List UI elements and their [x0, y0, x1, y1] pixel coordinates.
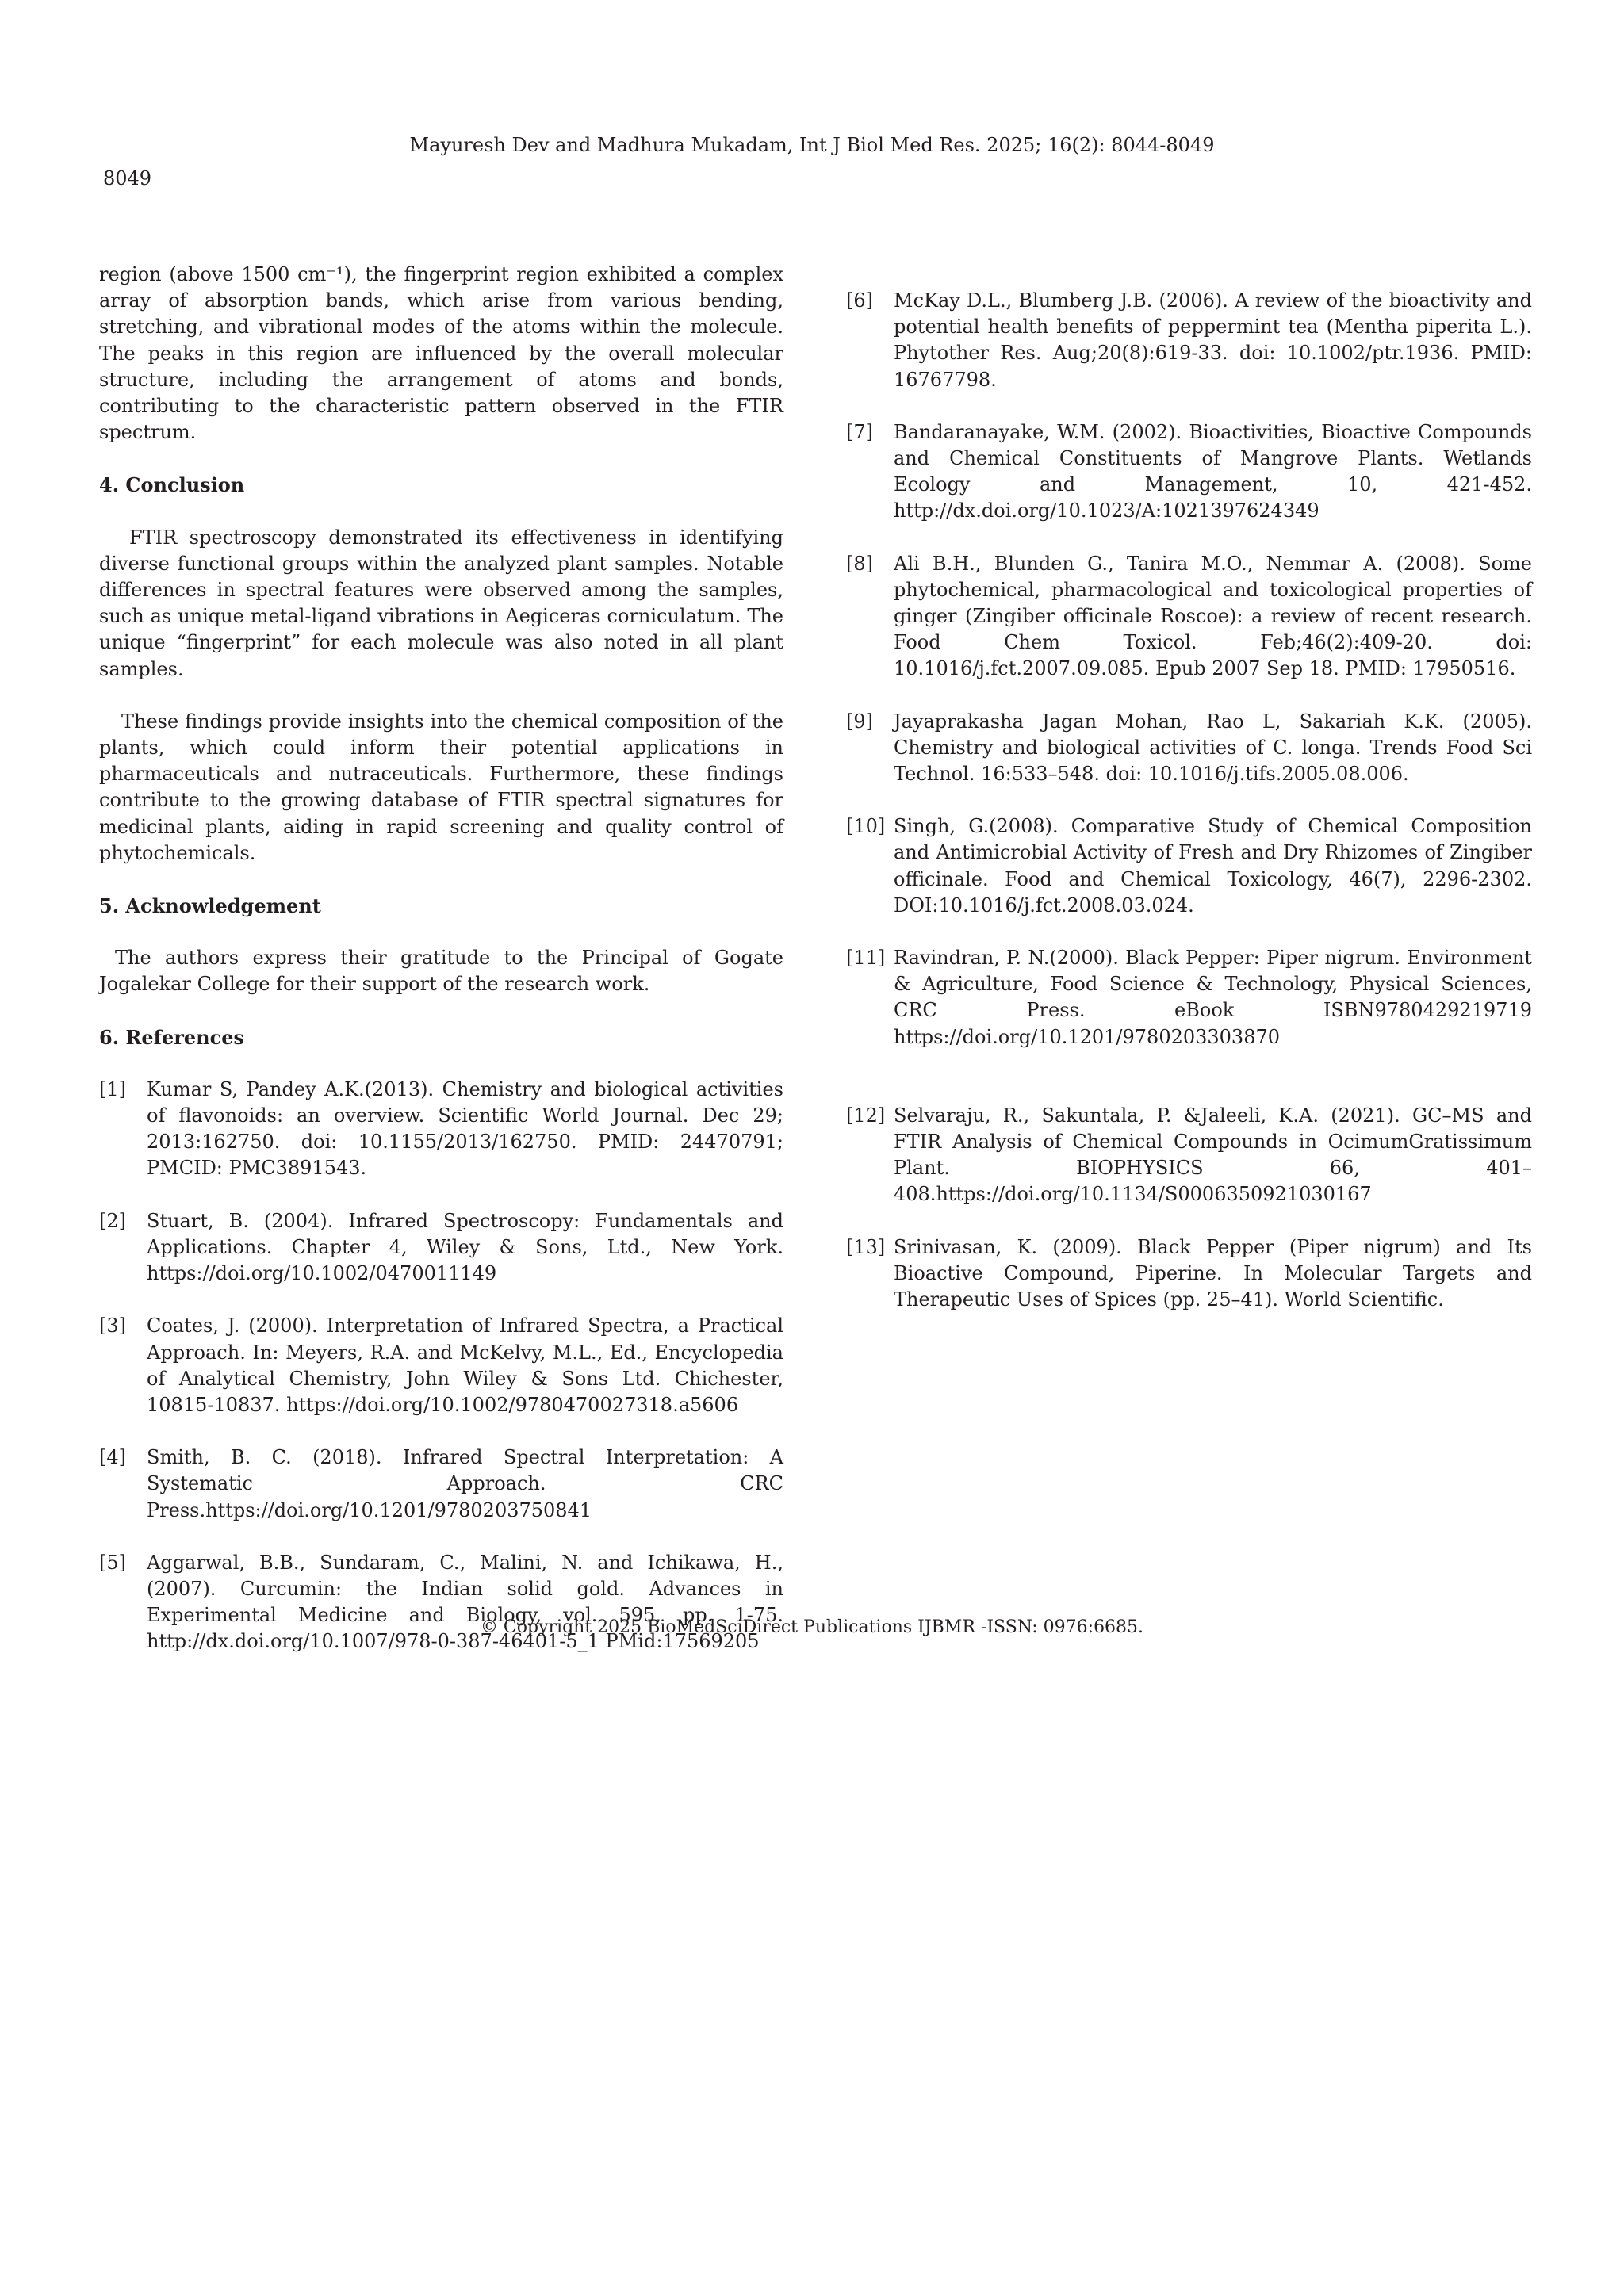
reference-number: [5] — [99, 1551, 126, 1574]
running-header: Mayuresh Dev and Madhura Mukadam, Int J Biol Med Res. 2025; 16(2): 8044-8049 — [409, 134, 1215, 156]
reference-item — [99, 1077, 783, 1182]
copyright-footer: © Copyright 2025 BioMedSciDirect Publications IJBMR -ISSN: 0976:6685. — [480, 1617, 1144, 1637]
reference-number: [13] — [846, 1235, 886, 1258]
reference-text: Coates, J. (2000). Interpretation of Infrared Spectra, a Practical Approach. In: Meyers, R.A. and McKelvy, M.L., Ed., Encyclopedia of Analytical Chemistry, John Wiley & Sons Ltd. Chichester, 10815-10837. https://doi.org/10.1002/9780470027318.a5606 — [147, 1314, 783, 1416]
intro-paragraph: region (above 1500 cm⁻¹), the fingerprint region exhibited a complex array of absorption bands, which arise from various bending, stretching, and vibrational modes of the atoms within the molecule. The peaks in this region are influenced by the overall molecular structure, including the arrangement of atoms and bonds, contributing to the characteristic pattern observed in the FTIR spectrum. — [99, 263, 783, 444]
reference-item — [846, 1234, 1532, 1314]
reference-number: [7] — [846, 420, 873, 443]
reference-text: Stuart, B. (2004). Infrared Spectroscopy: Fundamentals and Applications. Chapter 4, Wiley & Sons, Ltd., New York. https://doi.org/10.1002/0470011149 — [147, 1209, 783, 1285]
reference-text: Singh, G.(2008). Comparative Study of Chemical Composition and Antimicrobial Activity of Fresh and Dry Rhizomes of Zingiber officinale. Food and Chemical Toxicology, 46(7), 2296-2302. DOI:10.1016/j.fct.2008.03.024. — [894, 815, 1532, 916]
reference-item — [846, 1103, 1532, 1208]
page-number: 8049 — [103, 167, 152, 189]
right-column — [846, 288, 1532, 1339]
reference-item — [846, 419, 1532, 525]
reference-number: [10] — [846, 815, 886, 838]
reference-number: [3] — [99, 1314, 126, 1337]
reference-text: Bandaranayake, W.M. (2002). Bioactivities, Bioactive Compounds and Chemical Constituents of Mangrove Plants. Wetlands Ecology and Management, 10, 421-452. http://dx.doi.org/10.1023/A:1021397624349 — [894, 420, 1532, 522]
reference-item — [99, 1445, 783, 1524]
reference-number: [12] — [846, 1104, 886, 1127]
reference-text: Kumar S, Pandey A.K.(2013). Chemistry and biological activities of flavonoids: an overview. Scientific World Journal. Dec 29; 2013:162750. doi: 10.1155/2013/162750. PMID: 24470791; PMCID: PMC3891543. — [147, 1077, 783, 1180]
reference-text: McKay D.L., Blumberg J.B. (2006). A review of the bioactivity and potential health benefits of peppermint tea (Mentha piperita L.). Phytother Res. Aug;20(8):619-33. doi: 10.1002/ptr.1936. PMID: 16767798. — [894, 289, 1532, 391]
reference-number: [1] — [99, 1077, 126, 1100]
reference-text: Smith, B. C. (2018). Infrared Spectral Interpretation: A Systematic Approach. CRC Press.https://doi.org/10.1201/9780203750841 — [147, 1446, 783, 1521]
reference-number: [9] — [846, 710, 873, 733]
reference-item — [846, 813, 1532, 919]
reference-item — [846, 551, 1532, 683]
reference-item — [846, 945, 1532, 1050]
reference-number: [2] — [99, 1209, 126, 1232]
reference-text: Selvaraju, R., Sakuntala, P. &Jaleeli, K.A. (2021). GC–MS and FTIR Analysis of Chemical Compounds in OcimumGratissimum Plant. BIOPHYSICS 66, 401–408.https://doi.org/10.1134/S0006350921030167 — [894, 1104, 1532, 1206]
reference-number: [6] — [846, 289, 873, 312]
conclusion-heading: 4. Conclusion — [99, 473, 245, 497]
reference-number: [8] — [846, 552, 873, 575]
reference-number: [4] — [99, 1446, 126, 1469]
acknowledgement-paragraph: The authors express their gratitude to the Principal of Gogate Jogalekar College for their support of the research work. — [99, 947, 783, 996]
conclusion-paragraph-1: FTIR spectroscopy demonstrated its effectiveness in identifying diverse functional groups within the analyzed plant samples. Notable differences in spectral features were observed among the samples, such as unique metal-ligand vibrations in Aegiceras corniculatum. The unique “fingerprint” for each molecule was also noted in all plant samples. — [99, 526, 783, 680]
references-heading: 6. References — [99, 1025, 244, 1049]
reference-text: Ravindran, P. N.(2000). Black Pepper: Piper nigrum. Environment & Agriculture, Food Science & Technology, Physical Sciences, CRC Press. eBook ISBN9780429219719 https://doi.org/10.1201/9780203303870 — [894, 947, 1532, 1048]
acknowledgement-heading: 5. Acknowledgement — [99, 894, 321, 918]
reference-item — [99, 1208, 783, 1288]
conclusion-paragraph-2: These findings provide insights into the chemical composition of the plants, which could inform their potential applications in pharmaceuticals and nutraceuticals. Furthermore, these findings contribute to the growing database of FTIR spectral signatures for medicinal plants, aiding in rapid screening and quality control of phytochemicals. — [99, 710, 783, 864]
reference-text: Aggarwal, B.B., Sundaram, C., Malini, N. and Ichikawa, H., (2007). Curcumin: the Indian solid gold. Advances in Experimental Medicine and Biology, vol. 595, pp. 1-75. http://dx.doi.org/10.1007/978-0-387-46401-5_1 PMid:17569205 — [147, 1551, 783, 1653]
left-column — [99, 262, 783, 1682]
reference-item — [846, 288, 1532, 393]
reference-item — [99, 1313, 783, 1418]
reference-text: Srinivasan, K. (2009). Black Pepper (Piper nigrum) and Its Bioactive Compound, Piperine. In Molecular Targets and Therapeutic Uses of Spices (pp. 25–41). World Scientific. — [894, 1235, 1532, 1311]
reference-text: Jayaprakasha Jagan Mohan, Rao L, Sakariah K.K. (2005). Chemistry and biological activities of C. longa. Trends Food Sci Technol. 16:533–548. doi: 10.1016/j.tifs.2005.08.006. — [894, 710, 1532, 786]
reference-text: Ali B.H., Blunden G., Tanira M.O., Nemmar A. (2008). Some phytochemical, pharmacological and toxicological properties of ginger (Zingiber officinale Roscoe): a review of recent research. Food Chem Toxicol. Feb;46(2):409-20. doi: 10.1016/j.fct.2007.09.085. Epub 2007 Sep 18. PMID: 17950516. — [894, 552, 1532, 680]
reference-item — [846, 709, 1532, 788]
reference-number: [11] — [846, 947, 886, 970]
